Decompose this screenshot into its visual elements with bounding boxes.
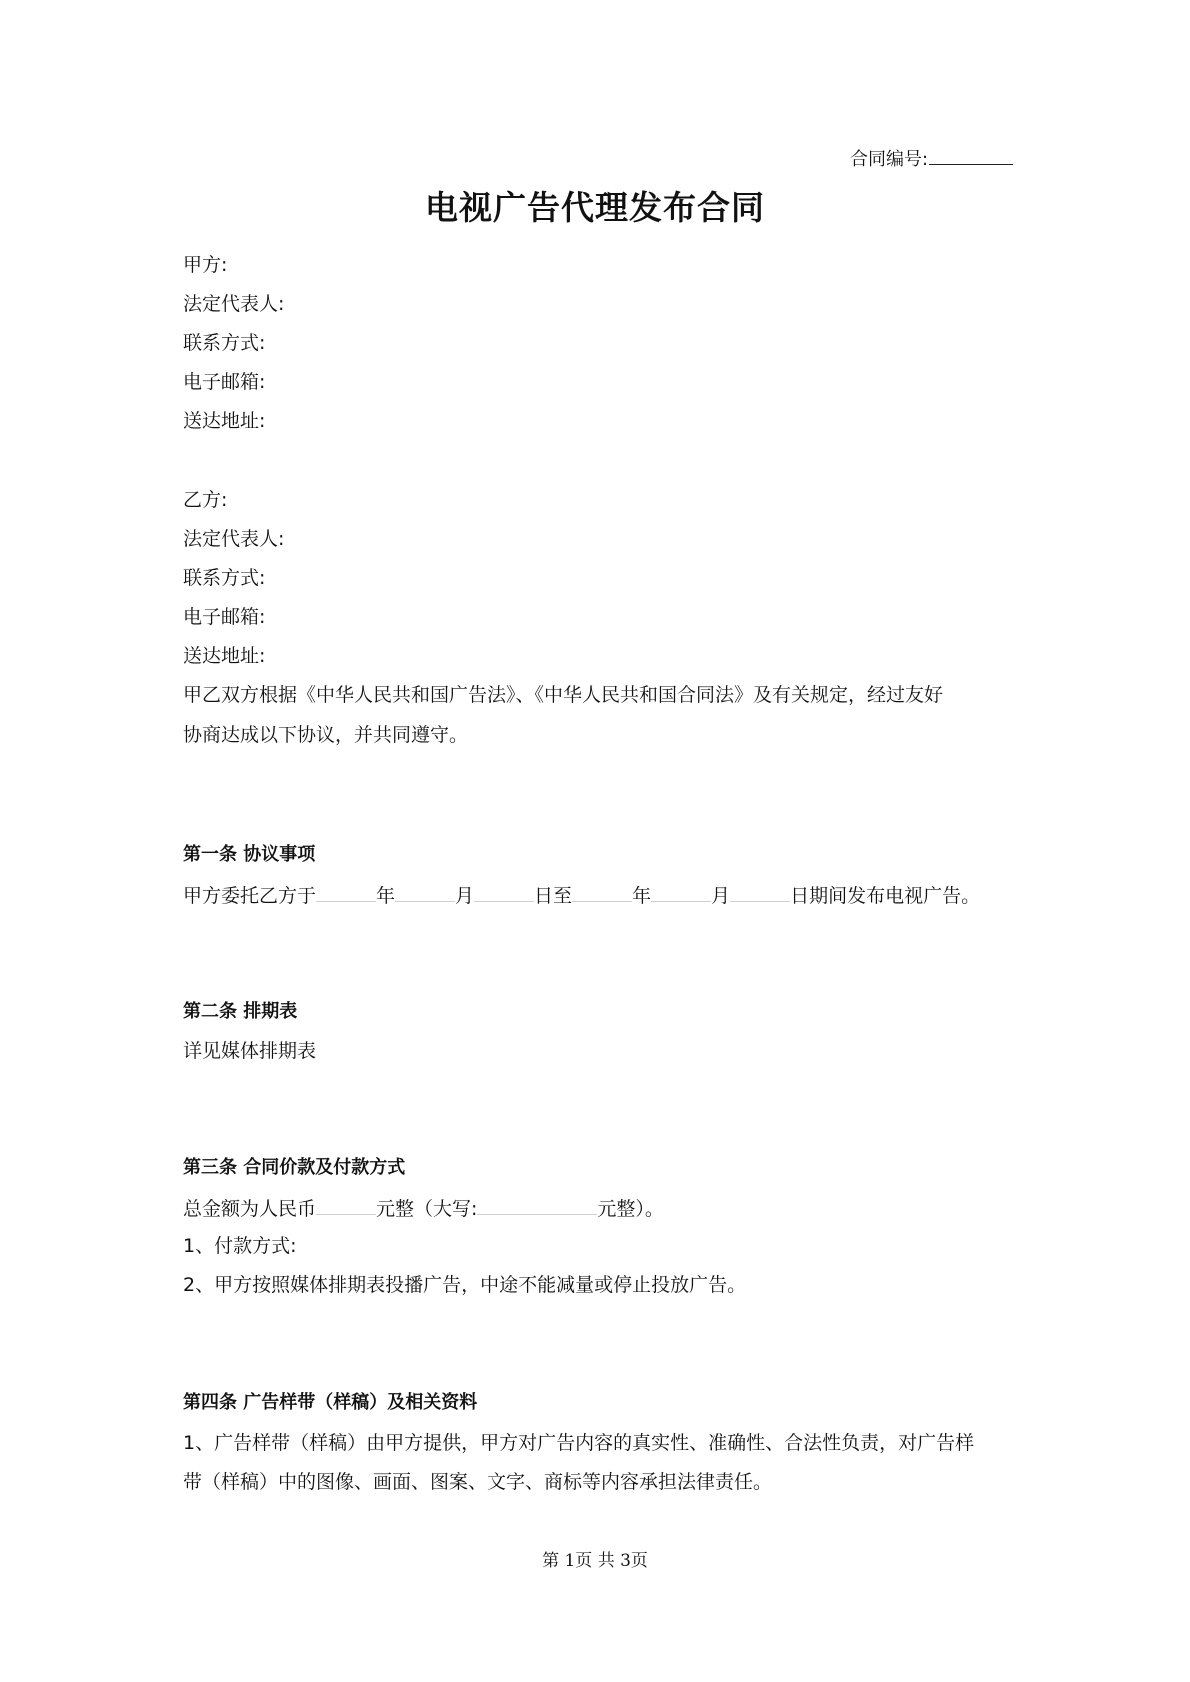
article-3-item-2: 2、甲方按照媒体排期表投播广告，中途不能减量或停止投放广告。 xyxy=(183,1274,747,1296)
party-b-label: 乙方: xyxy=(183,489,228,511)
amount-middle: 元整（大写: xyxy=(376,1198,478,1220)
start-year-blank xyxy=(316,881,376,902)
party-a-contact-label: 联系方式: xyxy=(183,332,266,354)
party-b-email-label: 电子邮箱: xyxy=(183,606,266,628)
start-month-blank xyxy=(395,881,455,902)
party-a-label: 甲方: xyxy=(183,254,228,276)
party-a-address-label: 送达地址: xyxy=(183,410,266,432)
article-4-heading: 第四条 广告样带（样稿）及相关资料 xyxy=(183,1392,478,1413)
article-4-item-1-line-2: 带（样稿）中的图像、画面、图案、文字、商标等内容承担法律责任。 xyxy=(183,1471,773,1493)
end-year-blank xyxy=(572,881,632,902)
article-3-item-1: 1、付款方式: xyxy=(183,1235,297,1257)
end-year-label: 年 xyxy=(632,885,652,907)
article-1-suffix: 日期间发布电视广告。 xyxy=(790,885,981,907)
article-3-amount xyxy=(183,1194,664,1222)
end-month-blank xyxy=(651,881,711,902)
party-a-email-label: 电子邮箱: xyxy=(183,371,266,393)
article-1-body xyxy=(183,881,980,909)
document-title: 电视广告代理发布合同 xyxy=(425,188,765,227)
contract-number-label: 合同编号: xyxy=(850,149,929,170)
start-month-label: 月 xyxy=(455,885,475,907)
end-day-blank xyxy=(730,881,790,902)
preamble-line-2: 协商达成以下协议，并共同遵守。 xyxy=(183,724,469,746)
contract-number xyxy=(850,146,1013,172)
amount-in-words-blank xyxy=(477,1194,597,1215)
party-b-rep-label: 法定代表人: xyxy=(183,528,285,550)
day-to-label: 日至 xyxy=(534,885,573,907)
start-day-blank xyxy=(474,881,534,902)
article-3-heading: 第三条 合同价款及付款方式 xyxy=(183,1157,406,1178)
article-2-body: 详见媒体排期表 xyxy=(183,1040,317,1062)
amount-suffix: 元整）。 xyxy=(597,1198,664,1220)
page-footer: 第 1页 共 3页 xyxy=(542,1551,648,1571)
article-2-heading: 第二条 排期表 xyxy=(183,1001,298,1022)
article-4-item-1-line-1: 1、广告样带（样稿）由甲方提供，甲方对广告内容的真实性、准确性、合法性负责，对广告样 xyxy=(183,1432,975,1454)
start-year-label: 年 xyxy=(376,885,396,907)
party-a-rep-label: 法定代表人: xyxy=(183,293,285,315)
party-b-contact-label: 联系方式: xyxy=(183,567,266,589)
party-b-address-label: 送达地址: xyxy=(183,645,266,667)
amount-blank xyxy=(316,1194,376,1215)
preamble-line-1: 甲乙双方根据《中华人民共和国广告法》、《中华人民共和国合同法》及有关规定，经过友好 xyxy=(183,684,944,706)
article-1-heading: 第一条 协议事项 xyxy=(183,844,316,865)
end-month-label: 月 xyxy=(711,885,731,907)
amount-prefix: 总金额为人民币 xyxy=(183,1198,317,1220)
contract-number-blank xyxy=(929,146,1013,165)
article-1-prefix: 甲方委托乙方于 xyxy=(183,885,317,907)
